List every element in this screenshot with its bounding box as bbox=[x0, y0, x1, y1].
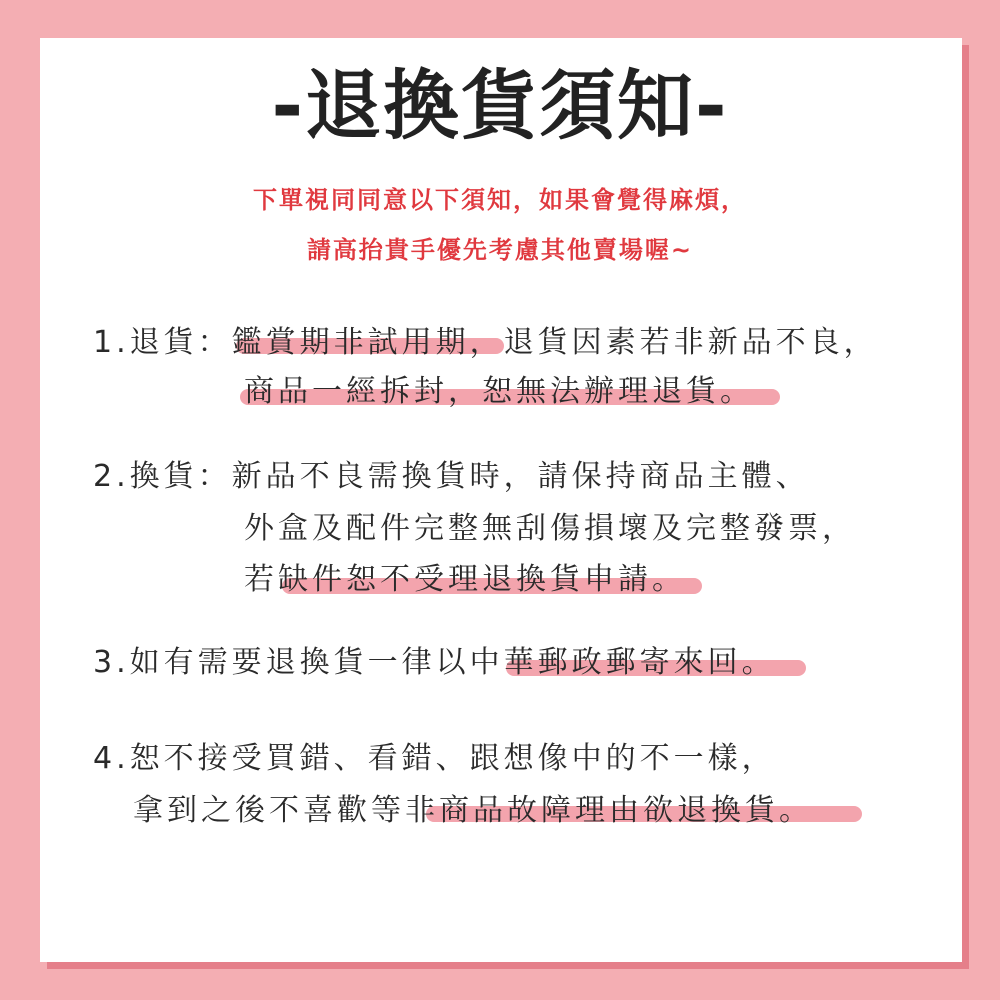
rule-4-line-2: 拿到之後不喜歡等非商品故障理由欲退換貨。 bbox=[133, 793, 813, 828]
page-title: -退換貨須知- bbox=[271, 61, 729, 150]
rule-4-line-1: 4.恕不接受買錯、看錯、跟想像中的不一樣， bbox=[93, 741, 776, 776]
subtitle-line-2: 請高抬貴手優先考慮其他賣場喔~ bbox=[306, 236, 694, 264]
subtitle-line-1: 下單視同同意以下須知，如果會覺得麻煩， bbox=[253, 186, 747, 214]
rule-2-line-2: 外盒及配件完整無刮傷損壞及完整發票， bbox=[244, 511, 856, 546]
rule-1-line-1: 1.退貨：鑑賞期非試用期，退貨因素若非新品不良， bbox=[93, 325, 878, 360]
rule-2-line-1: 2.換貨：新品不良需換貨時，請保持商品主體、 bbox=[93, 459, 810, 494]
rule-1-line-2: 商品一經拆封，恕無法辦理退貨。 bbox=[244, 374, 754, 409]
rule-3-line-1: 3.如有需要退換貨一律以中華郵政郵寄來回。 bbox=[93, 645, 776, 680]
rule-2-line-3: 若缺件恕不受理退換貨申請。 bbox=[244, 562, 686, 597]
